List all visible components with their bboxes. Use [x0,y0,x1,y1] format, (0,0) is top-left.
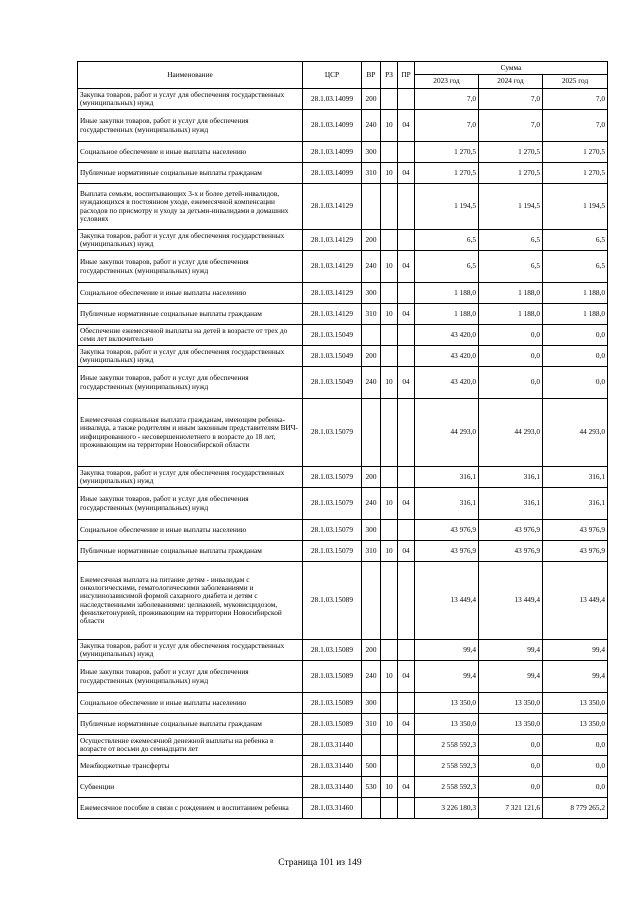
row-name: Закупка товаров, работ и услуг для обеспечения государственных (муниципальных) нужд [78,230,303,251]
row-name: Субвенции [78,777,303,798]
row-name: Закупка товаров, работ и услуг для обеспечения государственных (муниципальных) нужд [78,346,303,367]
row-sum-2025: 1 188,0 [543,304,608,325]
row-pr [398,562,415,640]
row-sum-2025: 1 188,0 [543,283,608,304]
row-vr: 200 [362,89,381,110]
row-vr: 240 [362,367,381,399]
row-sum-2025: 316,1 [543,467,608,488]
table-row [78,735,608,756]
row-pr: 04 [398,541,415,562]
table-row [78,467,608,488]
row-pr [398,756,415,777]
row-vr [362,325,381,346]
row-pr: 04 [398,110,415,142]
header-pr: ПР [398,62,415,89]
row-rz [381,562,398,640]
row-sum-2023: 2 558 592,3 [415,777,479,798]
row-sum-2025: 13 449,4 [543,562,608,640]
row-vr: 240 [362,488,381,520]
row-sum-2024: 316,1 [479,467,543,488]
table-row [78,346,608,367]
table-body [78,89,608,819]
row-sum-2023: 1 188,0 [415,304,479,325]
row-sum-2023: 7,0 [415,89,479,110]
row-sum-2023: 6,5 [415,251,479,283]
row-csr: 28.1.03.15079 [303,488,362,520]
row-sum-2023: 43 420,0 [415,346,479,367]
row-sum-2023: 7,0 [415,110,479,142]
row-sum-2023: 1 194,5 [415,184,479,230]
row-pr [398,142,415,163]
row-sum-2025: 43 976,9 [543,541,608,562]
header-sum: Сумма [415,62,608,75]
row-sum-2023: 2 558 592,3 [415,735,479,756]
table-row [78,714,608,735]
row-sum-2025: 0,0 [543,756,608,777]
table-row [78,693,608,714]
row-rz [381,640,398,661]
row-name: Иные закупки товаров, работ и услуг для обеспечения государственных (муниципальных) нужд [78,251,303,283]
table-row [78,110,608,142]
row-sum-2023: 1 270,5 [415,142,479,163]
row-sum-2025: 0,0 [543,367,608,399]
row-sum-2023: 1 270,5 [415,163,479,184]
row-vr: 200 [362,467,381,488]
table-row [78,230,608,251]
row-name: Закупка товаров, работ и услуг для обеспечения государственных (муниципальных) нужд [78,467,303,488]
header-name: Наименование [78,62,303,89]
row-sum-2023: 43 420,0 [415,325,479,346]
row-sum-2024: 13 449,4 [479,562,543,640]
row-csr: 28.1.03.14129 [303,304,362,325]
row-vr: 200 [362,230,381,251]
row-sum-2024: 1 188,0 [479,283,543,304]
header-csr: ЦСР [303,62,362,89]
row-pr: 04 [398,714,415,735]
table-row [78,399,608,467]
row-rz [381,467,398,488]
row-vr: 200 [362,346,381,367]
row-sum-2025: 6,5 [543,251,608,283]
row-sum-2025: 13 350,0 [543,714,608,735]
table-row [78,163,608,184]
row-sum-2023: 316,1 [415,488,479,520]
table-row [78,798,608,819]
row-csr: 28.1.03.15049 [303,367,362,399]
table-row [78,304,608,325]
table-row [78,640,608,661]
row-pr: 04 [398,251,415,283]
budget-table [77,61,608,819]
table-row [78,367,608,399]
row-sum-2024: 6,5 [479,230,543,251]
row-rz: 10 [381,110,398,142]
table-row [78,541,608,562]
row-vr [362,735,381,756]
row-sum-2023: 43 976,9 [415,541,479,562]
row-pr [398,399,415,467]
row-vr: 310 [362,163,381,184]
row-pr [398,184,415,230]
row-pr: 04 [398,777,415,798]
row-rz [381,520,398,541]
row-csr: 28.1.03.15079 [303,467,362,488]
row-sum-2024: 7,0 [479,110,543,142]
row-csr: 28.1.03.14099 [303,89,362,110]
budget-table-container [77,61,607,819]
row-sum-2023: 43 420,0 [415,367,479,399]
row-csr: 28.1.03.14099 [303,110,362,142]
row-name: Социальное обеспечение и иные выплаты населению [78,283,303,304]
row-vr: 240 [362,110,381,142]
row-vr [362,798,381,819]
table-row [78,488,608,520]
row-sum-2023: 44 293,0 [415,399,479,467]
row-pr: 04 [398,367,415,399]
row-sum-2025: 316,1 [543,488,608,520]
row-vr: 200 [362,640,381,661]
row-sum-2025: 6,5 [543,230,608,251]
row-pr [398,325,415,346]
table-row [78,89,608,110]
row-csr: 28.1.03.14129 [303,230,362,251]
row-sum-2024: 44 293,0 [479,399,543,467]
table-row [78,184,608,230]
row-sum-2024: 0,0 [479,735,543,756]
row-sum-2025: 1 194,5 [543,184,608,230]
row-rz: 10 [381,541,398,562]
row-sum-2025: 7,0 [543,89,608,110]
row-name: Закупка товаров, работ и услуг для обеспечения государственных (муниципальных) нужд [78,89,303,110]
row-sum-2024: 1 270,5 [479,163,543,184]
row-name: Обеспечение ежемесячной выплаты на детей в возрасте от трех до семи лет включительно [78,325,303,346]
row-rz: 10 [381,714,398,735]
row-rz: 10 [381,367,398,399]
row-sum-2024: 13 350,0 [479,714,543,735]
row-name: Иные закупки товаров, работ и услуг для обеспечения государственных (муниципальных) нужд [78,367,303,399]
row-csr: 28.1.03.15049 [303,346,362,367]
row-csr: 28.1.03.15089 [303,640,362,661]
row-sum-2025: 1 270,5 [543,142,608,163]
row-csr: 28.1.03.15079 [303,520,362,541]
row-sum-2023: 99,4 [415,661,479,693]
row-csr: 28.1.03.14099 [303,142,362,163]
row-csr: 28.1.03.15049 [303,325,362,346]
row-pr [398,230,415,251]
row-sum-2024: 7,0 [479,89,543,110]
row-sum-2023: 6,5 [415,230,479,251]
row-vr: 300 [362,520,381,541]
row-rz: 10 [381,661,398,693]
row-sum-2024: 0,0 [479,325,543,346]
page-number: Страница 101 из 149 [278,858,362,868]
row-pr [398,640,415,661]
row-rz: 10 [381,304,398,325]
row-rz [381,693,398,714]
row-name: Иные закупки товаров, работ и услуг для обеспечения государственных (муниципальных) нужд [78,110,303,142]
row-pr [398,89,415,110]
row-sum-2024: 6,5 [479,251,543,283]
row-sum-2024: 0,0 [479,346,543,367]
row-rz: 10 [381,488,398,520]
row-name: Ежемесячное пособие в связи с рождением и воспитанием ребенка [78,798,303,819]
row-sum-2025: 43 976,9 [543,520,608,541]
row-sum-2025: 99,4 [543,661,608,693]
table-row [78,325,608,346]
table-row [78,562,608,640]
table-row [78,520,608,541]
row-name: Социальное обеспечение и иные выплаты населению [78,142,303,163]
row-name: Публичные нормативные социальные выплаты гражданам [78,163,303,184]
row-rz [381,756,398,777]
row-name: Ежемесячная социальная выплата гражданам, имеющим ребенка-инвалида, а также родителям и иным законным представителям ВИЧ-инфицированного - несовершеннолетнего в возрасте до 18 лет, проживающим на территории Новосибирской области [78,399,303,467]
row-sum-2025: 0,0 [543,346,608,367]
row-sum-2023: 2 558 592,3 [415,756,479,777]
row-rz [381,283,398,304]
row-rz [381,184,398,230]
table-row [78,251,608,283]
row-name: Межбюджетные трансферты [78,756,303,777]
row-sum-2023: 13 350,0 [415,714,479,735]
row-vr [362,399,381,467]
row-sum-2024: 1 188,0 [479,304,543,325]
row-name: Иные закупки товаров, работ и услуг для обеспечения государственных (муниципальных) нужд [78,488,303,520]
row-sum-2024: 1 194,5 [479,184,543,230]
row-sum-2025: 44 293,0 [543,399,608,467]
row-pr: 04 [398,488,415,520]
row-sum-2023: 43 976,9 [415,520,479,541]
row-name: Публичные нормативные социальные выплаты гражданам [78,541,303,562]
row-pr [398,520,415,541]
row-sum-2023: 316,1 [415,467,479,488]
row-name: Публичные нормативные социальные выплаты гражданам [78,714,303,735]
row-pr [398,735,415,756]
row-rz [381,142,398,163]
row-name: Иные закупки товаров, работ и услуг для обеспечения государственных (муниципальных) нужд [78,661,303,693]
row-vr: 300 [362,283,381,304]
row-sum-2024: 43 976,9 [479,520,543,541]
row-name: Выплата семьям, воспитывающих 3-х и более детей-инвалидов, нуждающихся в постоянном уходе, ежемесячной компенсации расходов по присмотру и уходу за детьми-инвалидами в домашних условиях [78,184,303,230]
row-sum-2023: 13 350,0 [415,693,479,714]
row-csr: 28.1.03.14129 [303,184,362,230]
header-vr: ВР [362,62,381,89]
table-row [78,142,608,163]
row-rz: 10 [381,777,398,798]
row-sum-2024: 316,1 [479,488,543,520]
row-vr: 310 [362,714,381,735]
row-sum-2025: 7,0 [543,110,608,142]
row-csr: 28.1.03.15079 [303,541,362,562]
row-rz: 10 [381,163,398,184]
row-sum-2024: 43 976,9 [479,541,543,562]
row-sum-2024: 99,4 [479,640,543,661]
row-sum-2024: 0,0 [479,367,543,399]
row-pr: 04 [398,661,415,693]
row-vr [362,184,381,230]
row-csr: 28.1.03.15079 [303,399,362,467]
row-vr: 300 [362,142,381,163]
row-csr: 28.1.03.15089 [303,693,362,714]
table-row [78,777,608,798]
row-vr: 240 [362,251,381,283]
row-sum-2025: 0,0 [543,735,608,756]
header-year-2023: 2023 год [415,75,479,89]
row-sum-2024: 0,0 [479,756,543,777]
row-sum-2024: 13 350,0 [479,693,543,714]
row-rz [381,89,398,110]
row-sum-2024: 0,0 [479,777,543,798]
row-sum-2023: 13 449,4 [415,562,479,640]
table-row [78,283,608,304]
row-csr: 28.1.03.31440 [303,756,362,777]
row-sum-2025: 0,0 [543,777,608,798]
row-rz [381,230,398,251]
row-csr: 28.1.03.14099 [303,163,362,184]
row-name: Публичные нормативные социальные выплаты гражданам [78,304,303,325]
header-year-2025: 2025 год [543,75,608,89]
table-row [78,661,608,693]
row-name: Социальное обеспечение и иные выплаты населению [78,520,303,541]
row-name: Ежемесячная выплата на питание детям - инвалидам с онкологическими, гематологическими заболеваниями и инсулинозависимой формой сахарного диабета и детям с наследственными заболеваниями: целиакией, муковисцидозом, фенилкетонурией, проживающим на территории Новосибирской области [78,562,303,640]
row-rz [381,325,398,346]
row-csr: 28.1.03.14129 [303,283,362,304]
row-pr [398,467,415,488]
row-sum-2024: 99,4 [479,661,543,693]
row-name: Закупка товаров, работ и услуг для обеспечения государственных (муниципальных) нужд [78,640,303,661]
row-pr: 04 [398,163,415,184]
row-pr [398,283,415,304]
row-sum-2025: 99,4 [543,640,608,661]
row-vr [362,562,381,640]
row-sum-2023: 1 188,0 [415,283,479,304]
row-csr: 28.1.03.31440 [303,777,362,798]
row-rz [381,798,398,819]
row-sum-2024: 1 270,5 [479,142,543,163]
header-year-2024: 2024 год [479,75,543,89]
row-pr [398,693,415,714]
row-pr [398,798,415,819]
row-name: Осуществление ежемесячной денежной выплаты на ребенка в возрасте от восьми до семнадцати лет [78,735,303,756]
row-pr: 04 [398,304,415,325]
row-vr: 240 [362,661,381,693]
row-sum-2023: 99,4 [415,640,479,661]
row-vr: 500 [362,756,381,777]
row-vr: 310 [362,304,381,325]
row-csr: 28.1.03.15089 [303,661,362,693]
row-csr: 28.1.03.31460 [303,798,362,819]
row-csr: 28.1.03.14129 [303,251,362,283]
row-rz [381,399,398,467]
row-vr: 310 [362,541,381,562]
row-sum-2024: 7 321 121,6 [479,798,543,819]
row-sum-2023: 3 226 180,3 [415,798,479,819]
row-sum-2025: 8 779 265,2 [543,798,608,819]
row-sum-2025: 13 350,0 [543,693,608,714]
row-pr [398,346,415,367]
row-rz [381,735,398,756]
table-row [78,756,608,777]
row-name: Социальное обеспечение и иные выплаты населению [78,693,303,714]
row-rz [381,346,398,367]
row-rz: 10 [381,251,398,283]
row-csr: 28.1.03.15089 [303,714,362,735]
row-csr: 28.1.03.15089 [303,562,362,640]
row-sum-2025: 0,0 [543,325,608,346]
row-vr: 530 [362,777,381,798]
row-vr: 300 [362,693,381,714]
row-csr: 28.1.03.31440 [303,735,362,756]
row-sum-2025: 1 270,5 [543,163,608,184]
header-rz: РЗ [381,62,398,89]
